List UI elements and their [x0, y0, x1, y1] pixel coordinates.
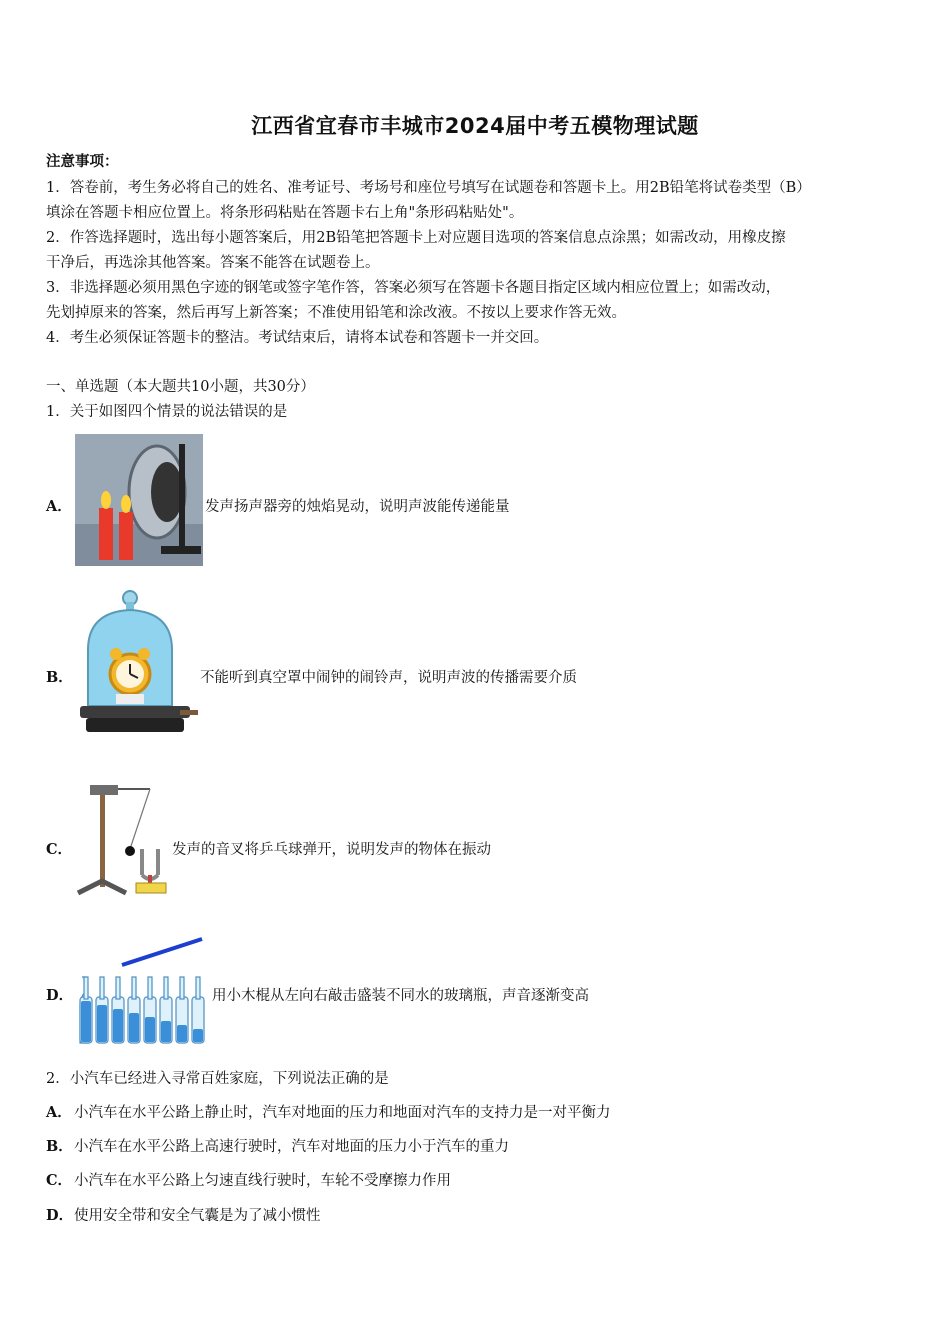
tuning-fork-pendulum-icon — [74, 777, 172, 901]
q1-option-a-letter: A． — [46, 498, 72, 515]
q2-option-b-letter: B． — [46, 1138, 73, 1155]
water-bottles-stick-icon — [76, 935, 212, 1047]
section-heading: 一、单选题（本大题共10小题，共30分） — [46, 379, 315, 395]
q1-option-d-letter: D． — [46, 987, 74, 1004]
exam-title: 江西省宜春市丰城市2024届中考五模物理试题 — [251, 114, 699, 138]
q2-option-a-text: 小汽车在水平公路上静止时，汽车对地面的压力和地面对汽车的支持力是一对平衡力 — [74, 1105, 611, 1121]
q1-option-a-text: 发声扬声器旁的烛焰晃动，说明声波能传递能量 — [205, 499, 510, 515]
q2-option-a-letter: A． — [46, 1104, 72, 1121]
notice-line: 4．考生必须保证答题卡的整洁。考试结束后，请将本试卷和答题卡一并交回。 — [46, 330, 549, 346]
notice-line: 3．非选择题必须用黑色字迹的钢笔或签字笔作答，答案必须写在答题卡各题目指定区域内相应位置上；如需改动， — [46, 280, 781, 296]
question-1-stem: 1．关于如图四个情景的说法错误的是 — [46, 404, 288, 420]
q2-option-c-text: 小汽车在水平公路上匀速直线行驶时，车轮不受摩擦力作用 — [74, 1173, 451, 1189]
notice-heading: 注意事项： — [46, 153, 119, 170]
speaker-candles-photo-icon — [75, 434, 203, 566]
q1-option-c-text: 发声的音叉将乒乓球弹开，说明发声的物体在振动 — [172, 842, 491, 858]
q2-option-d-text: 使用安全带和安全气囊是为了减小惯性 — [74, 1208, 321, 1224]
notice-line: 1．答卷前，考生务必将自己的姓名、准考证号、考场号和座位号填写在试题卷和答题卡上。用2B铅笔将试卷类型（B） — [46, 180, 811, 196]
q1-option-c-letter: C． — [46, 841, 73, 858]
notice-line: 填涂在答题卡相应位置上。将条形码粘贴在答题卡右上角"条形码粘贴处"。 — [46, 205, 524, 221]
notice-line: 干净后，再选涂其他答案。答案不能答在试题卷上。 — [46, 255, 380, 271]
q1-option-b-text: 不能听到真空罩中闹钟的闹铃声，说明声波的传播需要介质 — [200, 670, 577, 686]
q2-option-d-letter: D． — [46, 1207, 74, 1224]
bell-jar-alarm-clock-icon — [72, 588, 200, 744]
question-2-stem: 2．小汽车已经进入寻常百姓家庭，下列说法正确的是 — [46, 1071, 389, 1087]
notice-line: 先划掉原来的答案，然后再写上新答案；不准使用铅笔和涂改液。不按以上要求作答无效。 — [46, 305, 626, 321]
notice-line: 2．作答选择题时，选出每小题答案后，用2B铅笔把答题卡上对应题目选项的答案信息点涂黑；如需改动，用橡皮擦 — [46, 230, 786, 246]
q1-option-b-letter: B． — [46, 669, 73, 686]
q1-option-d-text: 用小木棍从左向右敲击盛装不同水的玻璃瓶，声音逐渐变高 — [212, 988, 589, 1004]
q2-option-b-text: 小汽车在水平公路上高速行驶时，汽车对地面的压力小于汽车的重力 — [74, 1139, 509, 1155]
q2-option-c-letter: C． — [46, 1172, 73, 1189]
